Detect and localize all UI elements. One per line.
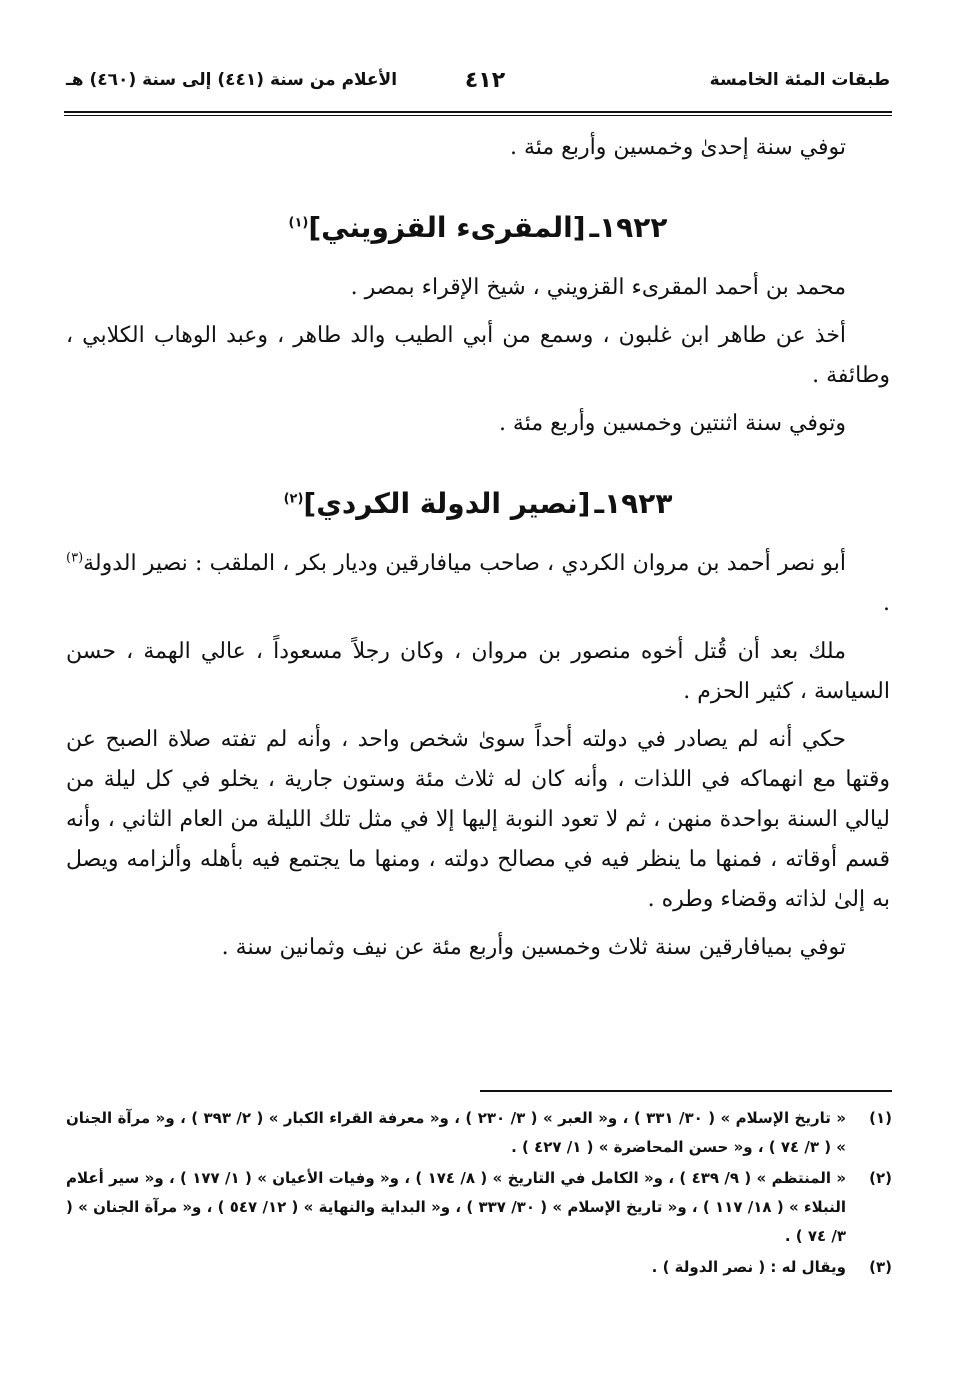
footnote-ref: (١) [288, 215, 309, 231]
entry-number: ١٩٢٢ـ [589, 211, 668, 244]
footnote-number: (٣) [869, 1258, 892, 1276]
footnote-text: « تاريخ الإسلام » ( ٣٠/ ٣٣١ ) ، و« العبر » ( ٣/ ٢٣٠ ) ، و« معرفة القراء الكبار » ( ٢/ ٣٩٣ ) ، و« مرآة الجنان » ( ٣/ ٧٤ ) ، و« حسن المحاضرة » ( ١/ ٤٢٧ ) . [66, 1109, 847, 1156]
entry-1923-paragraph: توفي بميافارقين سنة ثلاث وخمسين وأربع مئة عن نيف وثمانين سنة . [221, 935, 846, 960]
entry-1923-paragraph: ملك بعد أن قُتل أخوه منصور بن مروان ، وكان رجلاً مسعوداً ، عالي الهمة ، حسن السياسة ، كثير الحزم . [66, 639, 890, 704]
header-divider [64, 111, 892, 116]
entry-title: [المقرىء القزويني] [308, 211, 586, 244]
main-text [66, 128, 890, 968]
running-header-book-title: طبقات المئة الخامسة [709, 70, 890, 90]
entry-1922-heading [66, 208, 890, 248]
entry-1923-heading [66, 484, 890, 524]
intro-paragraph: توفي سنة إحدىٰ وخمسين وأربع مئة . [509, 135, 846, 160]
footnote [66, 1104, 892, 1162]
paragraph-end: . [883, 591, 890, 616]
footnote [66, 1164, 892, 1251]
footnote [66, 1253, 892, 1282]
footnote-number: (٢) [869, 1169, 892, 1187]
entry-number: ١٩٢٣ـ [594, 487, 673, 520]
footnotes [66, 1104, 892, 1284]
footnote-ref: (٣) [66, 550, 84, 566]
entry-1922-paragraph: أخذ عن طاهر ابن غلبون ، وسمع من أبي الطيب والد طاهر ، وعبد الوهاب الكلابي ، وطائفة . [66, 323, 890, 388]
entry-title: [نصير الدولة الكردي] [303, 487, 591, 520]
entry-1922-paragraph: محمد بن أحمد المقرىء القزويني ، شيخ الإقراء بمصر . [350, 275, 846, 300]
footnote-number: (١) [869, 1109, 892, 1127]
entry-1923-paragraph: حكي أنه لم يصادر في دولته أحداً سوىٰ شخص واحد ، وأنه لم تفته صلاة الصبح عن وقتها مع انهماكه في اللذات ، وأنه كان له ثلاث مئة وستون جارية ، يخلو في كل ليلة من ليالي السنة بواحدة منهن ، ثم لا تعود النوبة إليها إلا في مثل تلك الليلة من العام الثاني ، وأنه قسم أوقاته ، فمنها ما ينظر فيه في مصالح دولته ، ومنها ما يجتمع فيه بأهله وألزامه ويصل به إلىٰ لذاته وقضاء وطره . [66, 727, 890, 912]
footnote-text: ويقال له : ( نصر الدولة ) . [651, 1258, 846, 1276]
paragraph-text: أبو نصر أحمد بن مروان الكردي ، صاحب ميافارقين وديار بكر ، الملقب : نصير الدولة [83, 551, 846, 576]
entry-1923-paragraph [66, 544, 890, 624]
footnote-divider [480, 1090, 892, 1092]
running-header-range-title: الأعلام من سنة (٤٤١) إلى سنة (٤٦٠) هـ [66, 70, 398, 90]
footnote-ref: (٢) [283, 491, 304, 507]
page-number: ٤١٢ [464, 68, 506, 93]
footnote-text: « المنتظم » ( ٩/ ٤٣٩ ) ، و« الكامل في التاريخ » ( ٨/ ١٧٤ ) ، و« وفيات الأعيان » ( ١/ ١٧٧ ) ، و« سير أعلام النبلاء » ( ١٨/ ١١٧ ) ، و« تاريخ الإسلام » ( ٣٠/ ٣٣٧ ) ، و« البداية والنهاية » ( ١٢/ ٥٤٧ ) ، و« مرآة الجنان » ( ٣/ ٧٤ ) . [66, 1169, 847, 1245]
entry-1922-paragraph: وتوفي سنة اثنتين وخمسين وأربع مئة . [498, 411, 846, 436]
